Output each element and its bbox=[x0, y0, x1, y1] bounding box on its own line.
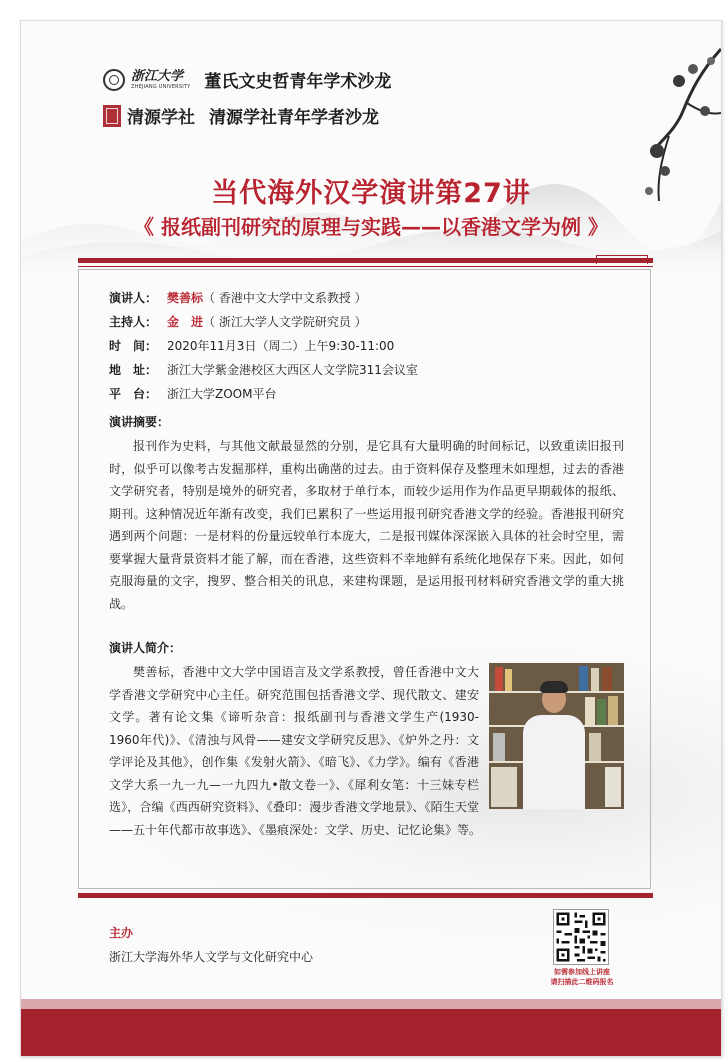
bio-heading: 演讲人简介： bbox=[109, 641, 182, 655]
footer-band-dark bbox=[21, 1009, 721, 1056]
qr-caption-line-1: 如需参加线上讲座 bbox=[554, 968, 610, 976]
abstract-heading: 演讲摘要： bbox=[109, 415, 170, 429]
speaker-label: 演讲人： bbox=[109, 291, 158, 305]
speaker-photo bbox=[489, 663, 624, 809]
qingyuan-name: 清源学社 bbox=[127, 108, 195, 128]
registration-qr-code[interactable] bbox=[553, 909, 609, 965]
bottom-divider-bar bbox=[78, 893, 653, 898]
place-label: 地 址： bbox=[109, 363, 158, 377]
place-line bbox=[109, 358, 629, 382]
time-value: 2020年11月3日（周二）上午9:30-11:00 bbox=[167, 339, 395, 353]
speaker-desc: （ 香港中文大学中文系教授 ） bbox=[203, 291, 367, 305]
zju-name-en: ZHEJIANG UNIVERSITY bbox=[131, 83, 191, 90]
lecture-title: 《 报纸副刊研究的原理与实践——以香港文学为例 》 bbox=[134, 215, 608, 239]
speaker-line bbox=[109, 286, 629, 310]
zju-wordmark bbox=[131, 70, 190, 90]
qingyuan-seal-icon bbox=[103, 105, 121, 127]
organizer-name: 浙江大学海外华人文学与文化研究中心 bbox=[109, 950, 314, 964]
host-line bbox=[109, 310, 629, 334]
speaker-name: 樊善标 bbox=[167, 291, 204, 305]
qr-caption-line-2: 请扫描此二维码报名 bbox=[550, 978, 614, 986]
place-value: 浙江大学紫金港校区大西区人文学院311会议室 bbox=[167, 363, 418, 377]
event-info bbox=[109, 286, 629, 406]
main-title: 当代海外汉学演讲第27讲 bbox=[211, 178, 531, 209]
abstract-text: 报刊作为史料，与其他文献最显然的分别，是它具有大量明确的时间标记，以致重读旧报刊时，似乎可以像考古发掘那样，重构出确凿的过去。由于资料保存及整理未如理想，过去的香港文学研究者，特别是境外的研究者，多取材于单行本，而较少运用作为作品更早期载体的报纸、期刊。这种情况近年渐有改变，我们已累积了一些运用报刊研究香港文学的经验。香港报刊研究遇到两个问题：一是材料的份量远较单行本庞大，二是报刊媒体深深嵌入具体的社会时空里，需要掌握大量背景资料才能了解，而在香港，这些资料不幸地鲜有系统化地保存下来。因此，如何克服海量的文字，搜罗、整合相关的讯息，来建构课题，是运用报刊材料研究香港文学的重大挑战。 bbox=[109, 439, 624, 611]
platform-value: 浙江大学ZOOM平台 bbox=[167, 387, 277, 401]
poster bbox=[20, 20, 722, 1057]
host-label: 主持人： bbox=[109, 315, 158, 329]
speaker-shirt bbox=[523, 715, 585, 809]
host-name: 金 进 bbox=[167, 315, 204, 329]
bio-section bbox=[109, 661, 624, 841]
qr-caption bbox=[526, 967, 638, 987]
host-desc: （ 浙江大学人文学院研究员 ） bbox=[203, 315, 367, 329]
salon-title-1: 董氏文史哲青年学术沙龙 bbox=[204, 72, 392, 92]
platform-line bbox=[109, 382, 629, 406]
zju-logo-row bbox=[103, 67, 391, 92]
time-label: 时 间： bbox=[109, 339, 158, 353]
platform-label: 平 台： bbox=[109, 387, 158, 401]
zju-emblem-icon bbox=[103, 69, 125, 91]
top-divider-bar bbox=[78, 258, 653, 263]
qingyuan-logo-row bbox=[103, 103, 379, 128]
zju-name-cn: 浙江大学 bbox=[131, 68, 184, 84]
top-divider-line bbox=[78, 266, 653, 267]
time-line bbox=[109, 334, 629, 358]
footer-band-light bbox=[21, 999, 721, 1009]
organizer-heading: 主办 bbox=[109, 926, 134, 940]
bio-text: 樊善标，香港中文大学中国语言及文学系教授，曾任香港中文大学香港文学研究中心主任。研究范围包括香港文学、现代散文、建安文学。著有论文集《谛听杂音：报纸副刊与香港文学生产(1930-1960年代)》、《清浊与风骨——建安文学研究反思》、《炉外之丹：文学评论及其他》，创作集《发射火箭》、《暗飞》、《力学》。编有《香港文学大系一九一九—一九四九•散文卷一》、《犀利女笔：十三妹专栏选》，合编《西西研究资料》、《叠印：漫步香港文学地景》、《陌生天堂——五十年代都市故事选》、《墨痕深处：文学、历史、记忆论集》等。 bbox=[109, 665, 482, 837]
salon-title-2: 清源学社青年学者沙龙 bbox=[209, 108, 379, 128]
